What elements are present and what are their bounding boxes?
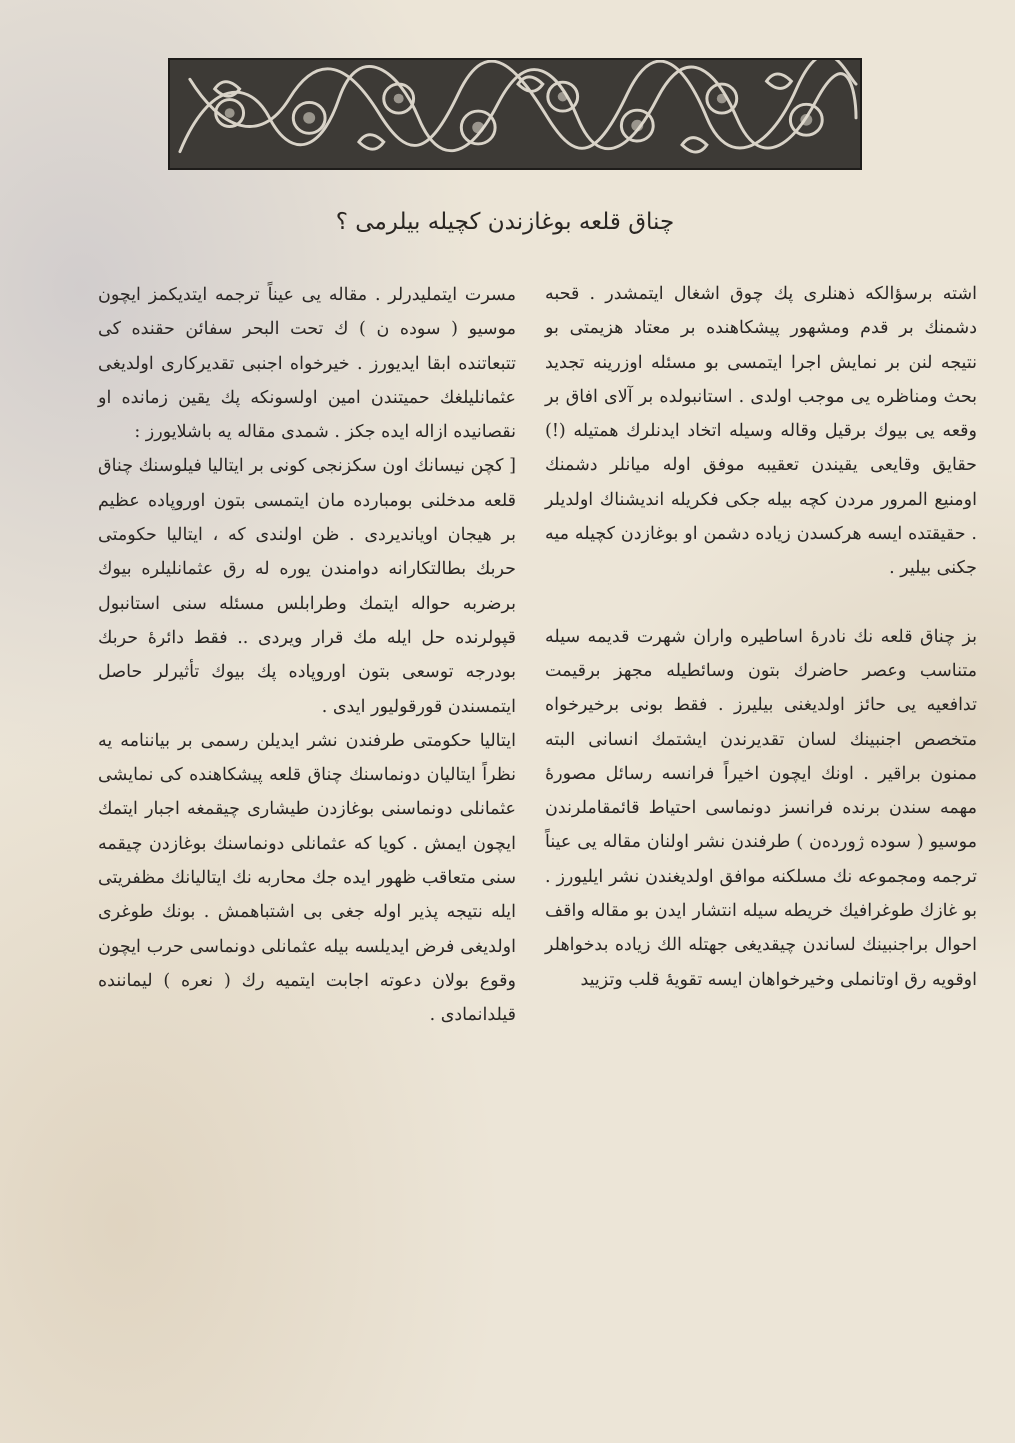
ornamental-header-banner — [168, 58, 862, 170]
text-column-left — [98, 278, 516, 1033]
arabesque-ornament — [170, 60, 860, 168]
paragraph: مسرت ايتمليدرلر . مقاله يى عيناً ترجمه ايتديكمز ايچون موسيو ( سوده ن ) ك تحت البحر سفائن حقنده كى تتبعاتنده ابقا ايديورز . خيرخواه اجنبى تقديركارى اولديغى عثمانليلغك حميتندن امين اولسونكه پك يقين زمانده او نقصانيده ازاله ايده جكز . شمدى مقاله يه باشلايورز : — [98, 285, 517, 443]
paragraph: بز چناق قلعه نك نادرۀ اساطيره واران شهرت قديمه سيله متناسب وعصر حاضرك بتون وسائطيله مجهز برقيمت تدافعيه يى حائز اولديغنى بيليرز . فقط بونى برخيرخواه متخصص اجنبينك لسان تقديرندن ايشتمك انسانى البته ممنون براقير . اونك ايچون اخيراً فرانسه رسائل مصورۀ مهمه سندن برنده فرانسز دونماسى احتياط قائمقاملرندن موسيو ( سوده ژوردەن ) طرفندن نشر اولنان مقاله يى عيناً ترجمه ومجموعه نك مسلكنه موافق اولديغندن نشر ايليورز . بو غازك طوغرافيك خريطه سيله انتشار ايدن بو مقاله واقف احوال براجنبينك لساندن چيقديغى جهتله الك زياده بدخواهلر اوقويه رق اوتانملى وخيرخواهان ايسه تقويۀ قلب وتزييد — [545, 626, 977, 990]
paragraph: [ كچن نيسانك اون سكزنجى كونى بر ايتاليا فيلوسنك چناق قلعه مدخلنى بومبارده مان ايتمسى بتون اوروپاده عظيم بر هيجان اويانديردى . ظن اولندى كه ، ايتاليا حكومتى حربك بطالتكارانه دوامندن يوره له رق عثمانليلره بيوك برضربه حواله ايتمك وطرابلس مسئله سنى استانبول قپولرنده حل ايله مك قرار ويردى .. فقط دائرۀ حربك بودرجه توسعى بتون اوروپاده پك بيوك تأثيرلر حاصل ايتمسندن قورقوليور ايدى . — [98, 456, 516, 717]
article-title: چناق قلعه بوغازندن كچيله بيلرمى ؟ — [335, 209, 675, 235]
text-column-right — [545, 277, 977, 997]
paragraph: اشته برسؤالكه ذهنلرى پك چوق اشغال ايتمشدر . قحبه دشمنك بر قدم ومشهور پيشكاهنده بر معتاد هزيمتى بو نتيجه لنن بر نمايش اجرا ايتمسى بو مسئله اوزرينه تجديد بحث ومناظره يى موجب اولدى . استانبولده بر آلای افاق بر وقعه يى بيوك برقيل وقاله وسيله اتخاد ايدنلرك همتيله (!) حقايق وقايعى يقيندن تعقيبه موفق اوله ميانلر دشمنك اومنيع المرور مردن كچه بيله جكى فكريله انديشناك اولديلر . حقيقتده ايسه هركسدن زياده دشمن او بوغازدن كچيله ميه جكنى بيلير . — [545, 284, 977, 579]
paragraph: ايتاليا حكومتى طرفندن نشر ايديلن رسمى بر بياننامه يه نظراً ايتاليان دونماسنك چناق قلعه پيشكاهنده كى نمايشى عثمانلى دونماسنى بوغازدن طيشارى چيقمغه اجبار ايتمك ايچون ايمش . كويا كه عثمانلى دونماسنك بوغازدن چيقمه سنى متعاقب ظهور ايده جك محاربه نك ايتاليانك مظفريتى ايله نتيجه پذير اوله جغى بى اشتباهمش . بونك طوغرى اولديغى فرض ايديلسه بيله عثمانلى دونماسى حرب ايچون وقوع بولان دعوته اجابت ايتميه رك ( نعره ) ليماننده قيلدانمادى . — [98, 730, 516, 1026]
